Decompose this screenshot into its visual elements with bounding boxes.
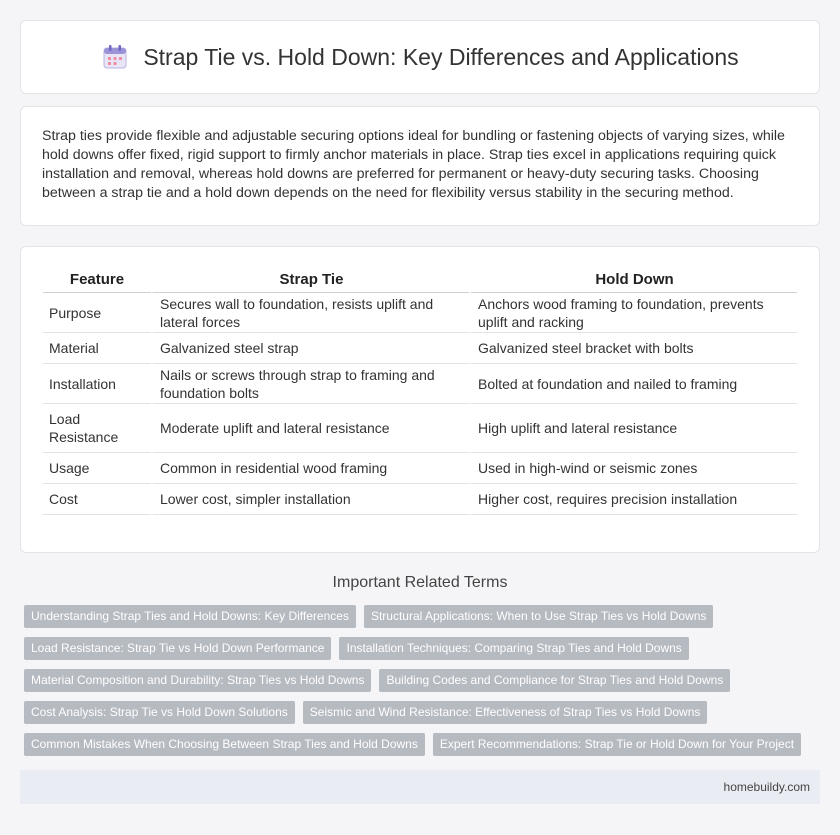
related-terms-title: Important Related Terms	[332, 574, 508, 591]
cell-feature: Usage	[43, 453, 151, 484]
comparison-table	[43, 267, 797, 515]
related-term-tag[interactable]: Building Codes and Compliance for Strap Ties and Hold Downs	[379, 669, 730, 692]
related-term-tag[interactable]: Load Resistance: Strap Tie vs Hold Down Performance	[24, 637, 331, 660]
cell-strap-tie: Lower cost, simpler installation	[151, 484, 469, 515]
summary-text: Strap ties provide flexible and adjustable securing options ideal for bundling or fastening objects of varying sizes, while hold downs offer fixed, rigid support to firmly anchor materials in place. Strap ties excel in applications requiring quick installation and removal, whereas hold downs are preferred for permanent or heavy-duty securing tasks. Choosing between a strap tie and a hold down depends on the need for flexibility versus stability in the securing method.	[42, 128, 785, 201]
cell-strap-tie: Moderate uplift and lateral resistance	[151, 404, 469, 453]
cell-strap-tie: Nails or screws through strap to framing and foundation bolts	[151, 364, 469, 404]
related-term-tag[interactable]: Installation Techniques: Comparing Strap Ties and Hold Downs	[339, 637, 688, 660]
cell-feature: Load Resistance	[43, 404, 151, 453]
related-term-tag[interactable]: Seismic and Wind Resistance: Effectiveness of Strap Ties vs Hold Downs	[303, 701, 708, 724]
cell-feature: Purpose	[43, 293, 151, 333]
cell-feature: Material	[43, 333, 151, 364]
related-term-tag[interactable]: Common Mistakes When Choosing Between Strap Ties and Hold Downs	[24, 733, 425, 756]
table-row	[43, 404, 797, 453]
header-hold-down: Hold Down	[469, 267, 797, 293]
page-title: Strap Tie vs. Hold Down: Key Differences and Applications	[143, 43, 739, 70]
footer-site-link[interactable]: homebuildy.com	[723, 780, 810, 794]
related-terms-tags	[20, 605, 820, 756]
cell-hold-down: Used in high-wind or seismic zones	[469, 453, 797, 484]
related-term-tag[interactable]: Material Composition and Durability: Strap Ties vs Hold Downs	[24, 669, 371, 692]
footer	[20, 770, 820, 804]
cell-hold-down: High uplift and lateral resistance	[469, 404, 797, 453]
related-term-tag[interactable]: Cost Analysis: Strap Tie vs Hold Down Solutions	[24, 701, 295, 724]
related-term-tag[interactable]: Expert Recommendations: Strap Tie or Hold Down for Your Project	[433, 733, 801, 756]
table-header-row	[43, 267, 797, 293]
cell-feature: Installation	[43, 364, 151, 404]
table-row	[43, 453, 797, 484]
header-strap-tie: Strap Tie	[151, 267, 469, 293]
cell-hold-down: Bolted at foundation and nailed to framing	[469, 364, 797, 404]
table-row	[43, 484, 797, 515]
related-terms-section	[20, 574, 820, 756]
table-row	[43, 364, 797, 404]
related-term-tag[interactable]: Understanding Strap Ties and Hold Downs: Key Differences	[24, 605, 356, 628]
title-card	[20, 20, 820, 94]
cell-hold-down: Anchors wood framing to foundation, prevents uplift and racking	[469, 293, 797, 333]
related-term-tag[interactable]: Structural Applications: When to Use Strap Ties vs Hold Downs	[364, 605, 713, 628]
cell-feature: Cost	[43, 484, 151, 515]
table-row	[43, 333, 797, 364]
cell-strap-tie: Common in residential wood framing	[151, 453, 469, 484]
table-row	[43, 293, 797, 333]
header-feature: Feature	[43, 267, 151, 293]
cell-strap-tie: Galvanized steel strap	[151, 333, 469, 364]
cell-strap-tie: Secures wall to foundation, resists uplift and lateral forces	[151, 293, 469, 333]
comparison-table-card	[20, 246, 820, 553]
summary-card	[20, 106, 820, 226]
cell-hold-down: Galvanized steel bracket with bolts	[469, 333, 797, 364]
cell-hold-down: Higher cost, requires precision installation	[469, 484, 797, 515]
calendar-icon	[101, 43, 129, 71]
